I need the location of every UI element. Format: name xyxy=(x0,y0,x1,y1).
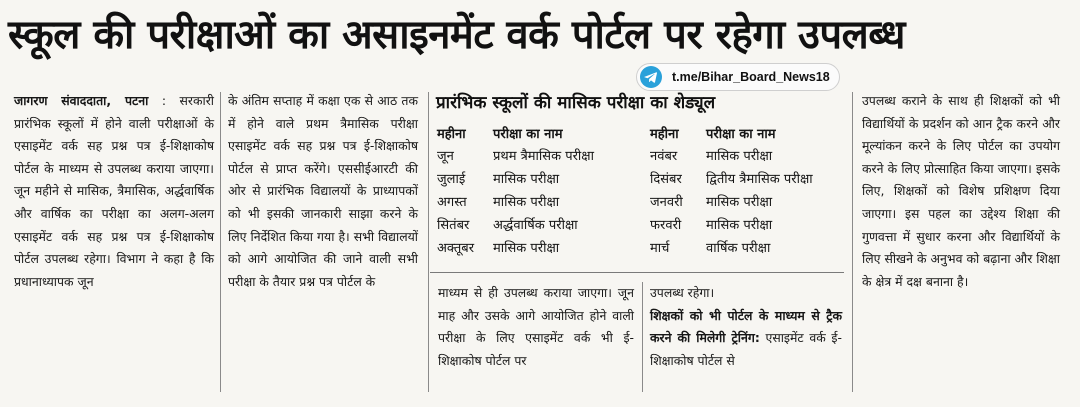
telegram-handle[interactable]: t.me/Bihar_Board_News18 xyxy=(672,70,830,84)
schedule-row xyxy=(650,143,813,166)
schedule-row xyxy=(650,212,813,235)
schedule-exam: मासिक परीक्षा xyxy=(706,194,773,210)
exam-header: परीक्षा का नाम xyxy=(706,126,776,142)
telegram-badge[interactable] xyxy=(636,63,840,91)
column-divider xyxy=(852,92,853,392)
schedule-exam: मासिक परीक्षा xyxy=(706,148,773,164)
schedule-exam: प्रथम त्रैमासिक परीक्षा xyxy=(493,148,594,164)
column-divider xyxy=(428,92,429,392)
schedule-table-left xyxy=(437,122,594,258)
schedule-table-right xyxy=(650,122,813,258)
schedule-row xyxy=(650,166,813,189)
schedule-month: जनवरी xyxy=(650,194,683,210)
schedule-exam: वार्षिक परीक्षा xyxy=(706,240,771,256)
article-column-5 xyxy=(862,90,1060,293)
column-divider xyxy=(642,282,643,392)
schedule-month: जुलाई xyxy=(437,171,466,187)
schedule-month: सितंबर xyxy=(437,217,470,233)
schedule-row xyxy=(437,166,594,189)
column-divider xyxy=(220,92,221,392)
month-header: महीना xyxy=(650,126,679,142)
column-5-text: उपलब्ध कराने के साथ ही शिक्षकों को भी विद्यार्थियों के प्रदर्शन को आन ट्रैक करने और मूल्यांकन करने के लिए पोर्टल का उपयोग करने के लिए प्रोत्साहित किया जाएगा। इसके लिए, शिक्षकों को विशेष प्रशिक्षण दिया जाएगा। इस पहल का उद्देश्य शिक्षा की गुणवत्ता में सुधार करना और विद्यार्थियों के लिए सीखने के अनुभव को बढ़ाना और शिक्षा के क्षेत्र में दक्ष बनाना है। xyxy=(862,93,1060,289)
schedule-row xyxy=(650,189,813,212)
schedule-month: अक्तूबर xyxy=(437,240,475,256)
subheading: शिक्षकों को भी पोर्टल के माध्यम से ट्रैक करने की मिलेगी ट्रेनिंग: xyxy=(650,307,842,346)
schedule-row xyxy=(437,189,594,212)
article-column-2 xyxy=(228,90,418,293)
article-column-1 xyxy=(14,90,214,293)
schedule-month: अगस्त xyxy=(437,194,467,210)
article-column-4 xyxy=(650,282,842,372)
article-column-3 xyxy=(438,282,634,372)
schedule-row xyxy=(437,235,594,258)
exam-header: परीक्षा का नाम xyxy=(493,126,563,142)
column-4-text: उपलब्ध रहेगा। xyxy=(650,285,715,300)
column-2-text: के अंतिम सप्ताह में कक्षा एक से आठ तक में होने वाले प्रथम त्रैमासिक परीक्षा एसाइमेंट वर्क सह प्रश्न पत्र ई-शिक्षाकोष पोर्टल से प्राप्त करेंगे। एससीईआरटी की ओर से प्रारंभिक विद्यालयों के प्राध्यापकों को भी इसकी जानकारी साझा करने के लिए निर्देशित किया गया है। सभी विद्यालयों को आगे आयोजित की जाने वाली सभी परीक्षा के तैयार प्रश्न पत्र पोर्टल के xyxy=(228,93,418,289)
schedule-month: फरवरी xyxy=(650,217,682,233)
schedule-row xyxy=(437,212,594,235)
schedule-exam: मासिक परीक्षा xyxy=(493,171,560,187)
dateline: जागरण संवाददाता, पटना xyxy=(14,93,149,108)
schedule-row xyxy=(650,235,813,258)
schedule-header-row xyxy=(437,122,594,143)
schedule-month: दिसंबर xyxy=(650,171,682,187)
schedule-header-row xyxy=(650,122,813,143)
schedule-exam: मासिक परीक्षा xyxy=(493,194,560,210)
column-4-text-continued: एसाइमेंट वर्क ई-शिक्षाकोष पोर्टल से xyxy=(650,330,842,368)
schedule-exam: अर्द्धवार्षिक परीक्षा xyxy=(493,217,578,233)
schedule-month: नवंबर xyxy=(650,148,678,164)
month-header: महीना xyxy=(437,126,466,142)
schedule-month: जून xyxy=(437,148,454,164)
telegram-icon xyxy=(640,66,662,88)
headline: स्कूल की परीक्षाओं का असाइनमेंट वर्क पोर्टल पर रहेगा उपलब्ध xyxy=(8,12,905,58)
schedule-exam: मासिक परीक्षा xyxy=(493,240,560,256)
schedule-exam: द्वितीय त्रैमासिक परीक्षा xyxy=(706,171,813,187)
column-3-text: माध्यम से ही उपलब्ध कराया जाएगा। जून माह और उसके आगे आयोजित होने वाली परीक्षा के लिए एसाइमेंट वर्क भी ई-शिक्षाकोष पोर्टल पर xyxy=(438,285,634,368)
schedule-title: प्रारंभिक स्कूलों की मासिक परीक्षा का शेड्यूल xyxy=(436,93,716,113)
column-1-text: : सरकारी प्रारंभिक स्कूलों में होने वाली परीक्षाओं के एसाइमेंट वर्क सह प्रश्न पत्र ई-शिक्षाकोष पोर्टल के माध्यम से उपलब्ध कराया जाएगा। जून महीने से मासिक, त्रैमासिक, अर्द्धवार्षिक और वार्षिक का परीक्षा का अलग-अलग एसाइमेंट वर्क सह प्रश्न पत्र ई-शिक्षाकोष पोर्टल उपलब्ध रहेगा। विभाग ने कहा है कि प्रधानाध्यापक जून xyxy=(14,93,214,289)
schedule-row xyxy=(437,143,594,166)
schedule-exam: मासिक परीक्षा xyxy=(706,217,773,233)
schedule-divider xyxy=(430,272,844,273)
schedule-month: मार्च xyxy=(650,240,670,256)
